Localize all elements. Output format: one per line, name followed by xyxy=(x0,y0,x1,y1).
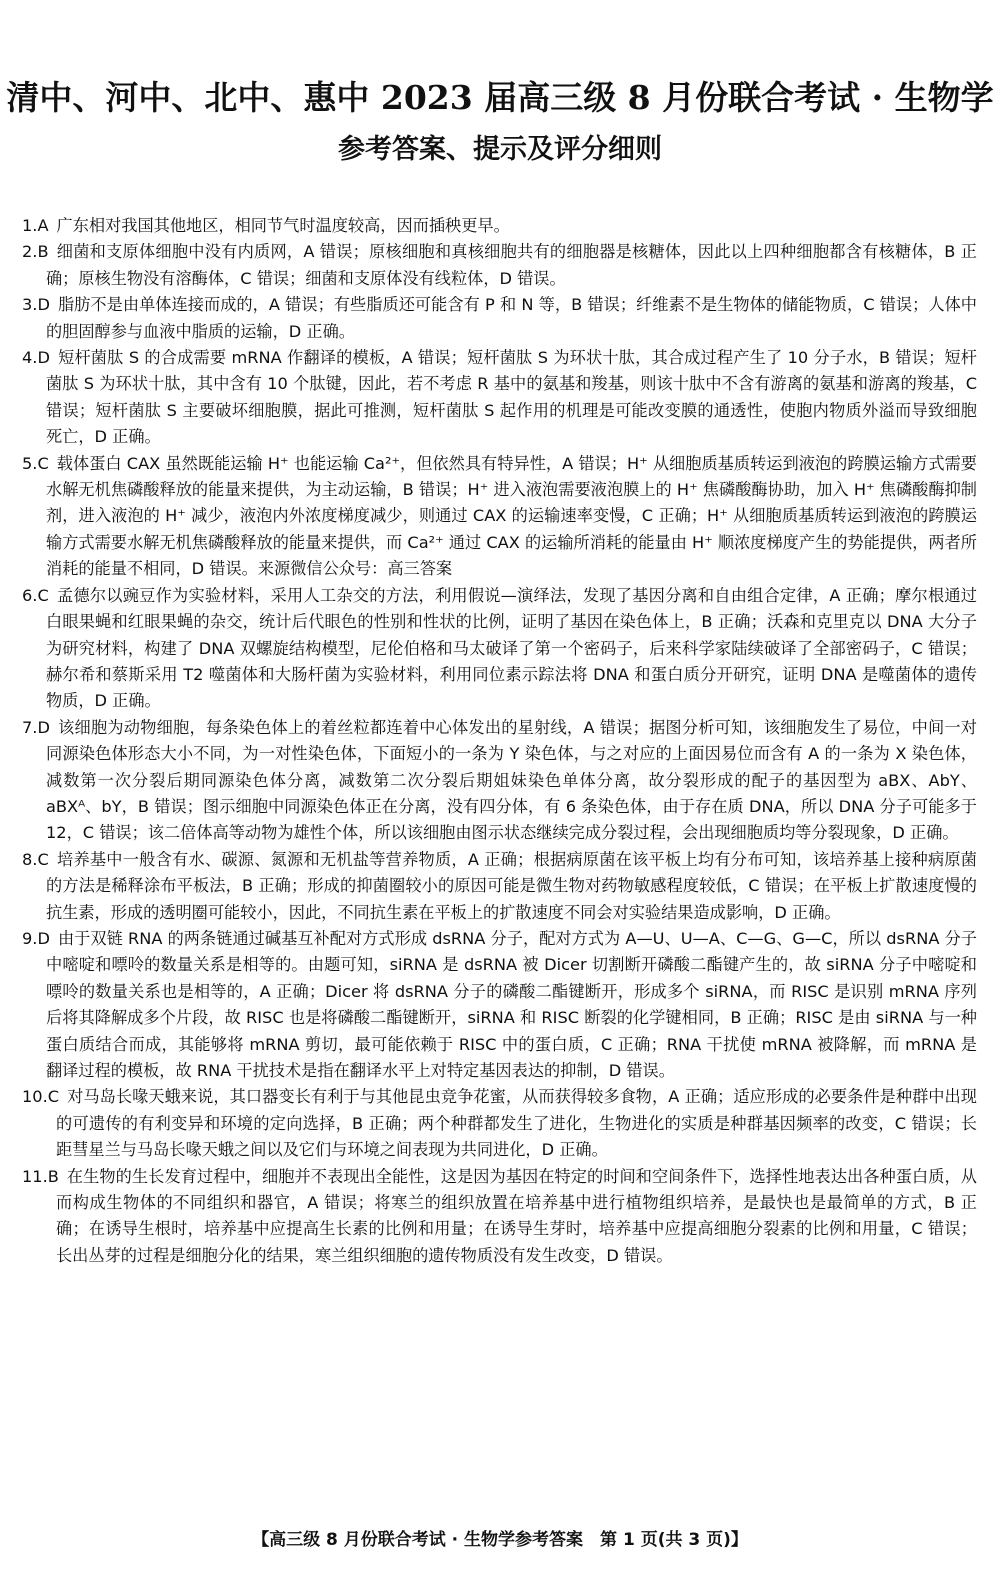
answer-number: 2. xyxy=(22,242,38,262)
page-footer: 【高三级 8 月份联合考试 · 生物学参考答案 第 1 页(共 3 页)】 xyxy=(252,1530,748,1550)
page-subtitle: 参考答案、提示及评分细则 xyxy=(338,134,662,165)
answer-number: 4. xyxy=(22,348,38,368)
answer-number: 5. xyxy=(22,453,38,473)
answer-choice: C xyxy=(37,849,49,869)
answer-choice: C xyxy=(47,1087,60,1107)
answer-item-5 xyxy=(22,451,977,583)
answer-item-1 xyxy=(22,213,977,239)
answer-item-4 xyxy=(22,345,977,451)
answer-number: 11. xyxy=(22,1166,48,1186)
answer-explanation: 细菌和支原体细胞中没有内质网，A 错误；原核细胞和真核细胞共有的细胞器是核糖体，因此以上四种细胞都含有核糖体，B 正确；原核生物没有溶酶体，C 错误；细菌和支原体没有线粒体，D 错误。 xyxy=(46,242,977,288)
answer-explanation: 短杆菌肽 S 的合成需要 mRNA 作翻译的模板，A 错误；短杆菌肽 S 为环状十肽，其合成过程产生了 10 分子水，B 错误；短杆菌肽 S 为环状十肽，其中含有 10 个肽键，因此，若不考虑 R 基中的氨基和羧基，则该十肽中不含有游离的氨基和游离的羧基，C 错误；短杆菌肽 S 主要破坏细胞膜，据此可推测，短杆菌肽 S 起作用的机理是可能改变膜的通透性，使胞内物质外溢而导致细胞死亡，D 正确。 xyxy=(46,348,977,447)
answer-item-2 xyxy=(22,239,977,292)
answer-choice: C xyxy=(37,585,49,605)
answer-choice: B xyxy=(47,1166,59,1186)
answer-number: 10. xyxy=(22,1087,48,1107)
answer-explanation: 孟德尔以豌豆作为实验材料，采用人工杂交的方法，利用假说—演绎法，发现了基因分离和自由组合定律，A 正确；摩尔根通过白眼果蝇和红眼果蝇的杂交，统计后代眼色的性别和性状的比例，证明了基因在染色体上，B 正确；沃森和克里克以 DNA 大分子为研究材料，构建了 DNA 双螺旋结构模型，尼伦伯格和马太破译了第一个密码子，后来科学家陆续破译了全部密码子，C 错误；赫尔希和蔡斯采用 T2 噬菌体和大肠杆菌为实验材料，利用同位素示踪法将 DNA 和蛋白质分开研究，证明 DNA 是噬菌体的遗传物质，D 正确。 xyxy=(46,585,977,711)
answer-explanation: 由于双链 RNA 的两条链通过碱基互补配对方式形成 dsRNA 分子，配对方式为 A—U、U—A、C—G、G—C，所以 dsRNA 分子中嘧啶和嘌呤的数量关系是相等的。由题可知，siRNA 是 dsRNA 被 Dicer 切割断开磷酸二酯键产生的，故 siRNA 分子中嘧啶和嘌呤的数量关系也是相等的，A 正确；Dicer 将 dsRNA 分子的磷酸二酯键断开，形成多个 siRNA，而 RISC 是识别 mRNA 序列后将其降解成多个片段，故 RISC 也是将磷酸二酯键断开，siRNA 和 RISC 断裂的化学键相同，B 正确；RISC 是由 siRNA 与一种蛋白质结合而成，其能够将 mRNA 剪切，最可能依赖于 RISC 中的蛋白质，C 正确；RNA 干扰使 mRNA 被降解，而 mRNA 是翻译过程的模板，故 RNA 干扰技术是指在翻译水平上对特定基因表达的抑制，D 错误。 xyxy=(46,928,977,1080)
answer-choice: D xyxy=(37,928,50,948)
answer-number: 6. xyxy=(22,585,38,605)
answer-choice: A xyxy=(37,216,49,235)
answer-choice: D xyxy=(37,295,50,315)
answer-number: 1. xyxy=(22,216,38,235)
answer-item-6 xyxy=(22,583,977,715)
answer-explanation: 脂肪不是由单体连接而成的，A 错误；有些脂质还可能含有 P 和 N 等，B 错误；纤维素不是生物体的储能物质，C 错误；人体中的胆固醇参与血液中脂质的运输，D 正确。 xyxy=(46,295,977,341)
answer-choice: B xyxy=(37,242,49,262)
answer-item-10 xyxy=(22,1084,977,1163)
answer-item-7 xyxy=(22,715,977,847)
answer-number: 8. xyxy=(22,849,38,869)
answer-list xyxy=(22,213,977,1269)
answer-explanation: 对马岛长喙天蛾来说，其口器变长有利于与其他昆虫竞争花蜜，从而获得较多食物，A 正确；适应形成的必要条件是种群中出现的可遗传的有利变异和环境的定向选择，B 正确；两个种群都发生了进化，生物进化的实质是种群基因频率的改变，C 错误；长距彗星兰与马岛长喙天蛾之间以及它们与环境之间表现为共同进化，D 正确。 xyxy=(56,1087,977,1160)
answer-choice: D xyxy=(37,348,50,368)
answer-item-11 xyxy=(22,1164,977,1270)
answer-explanation: 载体蛋白 CAX 虽然既能运输 H⁺ 也能运输 Ca²⁺，但依然具有特异性，A 错误；H⁺ 从细胞质基质转运到液泡的跨膜运输方式需要水解无机焦磷酸释放的能量来提供，为主动运输，B 错误；H⁺ 进入液泡需要液泡膜上的 H⁺ 焦磷酸酶协助，加入 H⁺ 焦磷酸酶抑制剂，进入液泡的 H⁺ 减少，液泡内外浓度梯度减少，则通过 CAX 的运输速率变慢，C 正确；H⁺ 从细胞质基质转运到液泡的跨膜运输方式需要水解无机焦磷酸释放的能量来提供，而 Ca²⁺ 通过 CAX 的运输所消耗的能量由 H⁺ 顺浓度梯度产生的势能提供，两者所消耗的能量不相同，D 错误。来源微信公众号：高三答案 xyxy=(46,453,977,579)
answer-choice: D xyxy=(37,717,50,737)
answer-choice: C xyxy=(37,453,49,473)
answer-explanation: 在生物的生长发育过程中，细胞并不表现出全能性，这是因为基因在特定的时间和空间条件下，选择性地表达出各种蛋白质，从而构成生物体的不同组织和器官，A 错误；将寒兰的组织放置在培养基中进行植物组织培养，是最快也是最简单的方式，B 正确；在诱导生根时，培养基中应提高生长素的比例和用量；在诱导生芽时，培养基中应提高细胞分裂素的比例和用量，C 错误；长出丛芽的过程是细胞分化的结果，寒兰组织细胞的遗传物质没有发生改变，D 错误。 xyxy=(56,1166,977,1265)
page-title: 清中、河中、北中、惠中 2023 届高三级 8 月份联合考试 · 生物学 xyxy=(6,78,994,117)
answer-number: 7. xyxy=(22,717,38,737)
answer-explanation: 广东相对我国其他地区，相同节气时温度较高，因而插秧更早。 xyxy=(56,216,510,235)
answer-explanation: 该细胞为动物细胞，每条染色体上的着丝粒都连着中心体发出的星射线，A 错误；据图分析可知，该细胞发生了易位，中间一对同源染色体形态大小不同，为一对性染色体，下面短小的一条为 Y 染色体，与之对应的上面因易位而含有 A 的一条为 X 染色体，减数第一次分裂后期同源染色体分离，减数第二次分裂后期姐妹染色单体分离，故分裂形成的配子的基因型为 aBX、AbY、aBXᴬ、bY，B 错误；图示细胞中同源染色体正在分离，没有四分体，有 6 条染色体，由于存在质 DNA，所以 DNA 分子可能多于 12，C 错误；该二倍体高等动物为雄性个体，所以该细胞由图示状态继续完成分裂过程，会出现细胞质均等分裂现象，D 正确。 xyxy=(46,717,977,843)
answer-item-8 xyxy=(22,847,977,926)
answer-item-3 xyxy=(22,292,977,345)
answer-number: 3. xyxy=(22,295,38,315)
answer-explanation: 培养基中一般含有水、碳源、氮源和无机盐等营养物质，A 正确；根据病原菌在该平板上均有分布可知，该培养基上接种病原菌的方法是稀释涂布平板法，B 正确；形成的抑菌圈较小的原因可能是微生物对药物敏感程度较低，C 错误；在平板上扩散速度慢的抗生素，形成的透明圈可能较小，因此，不同抗生素在平板上的扩散速度不同会对实验结果造成影响，D 正确。 xyxy=(46,849,977,922)
answer-item-9 xyxy=(22,926,977,1084)
answer-number: 9. xyxy=(22,928,38,948)
